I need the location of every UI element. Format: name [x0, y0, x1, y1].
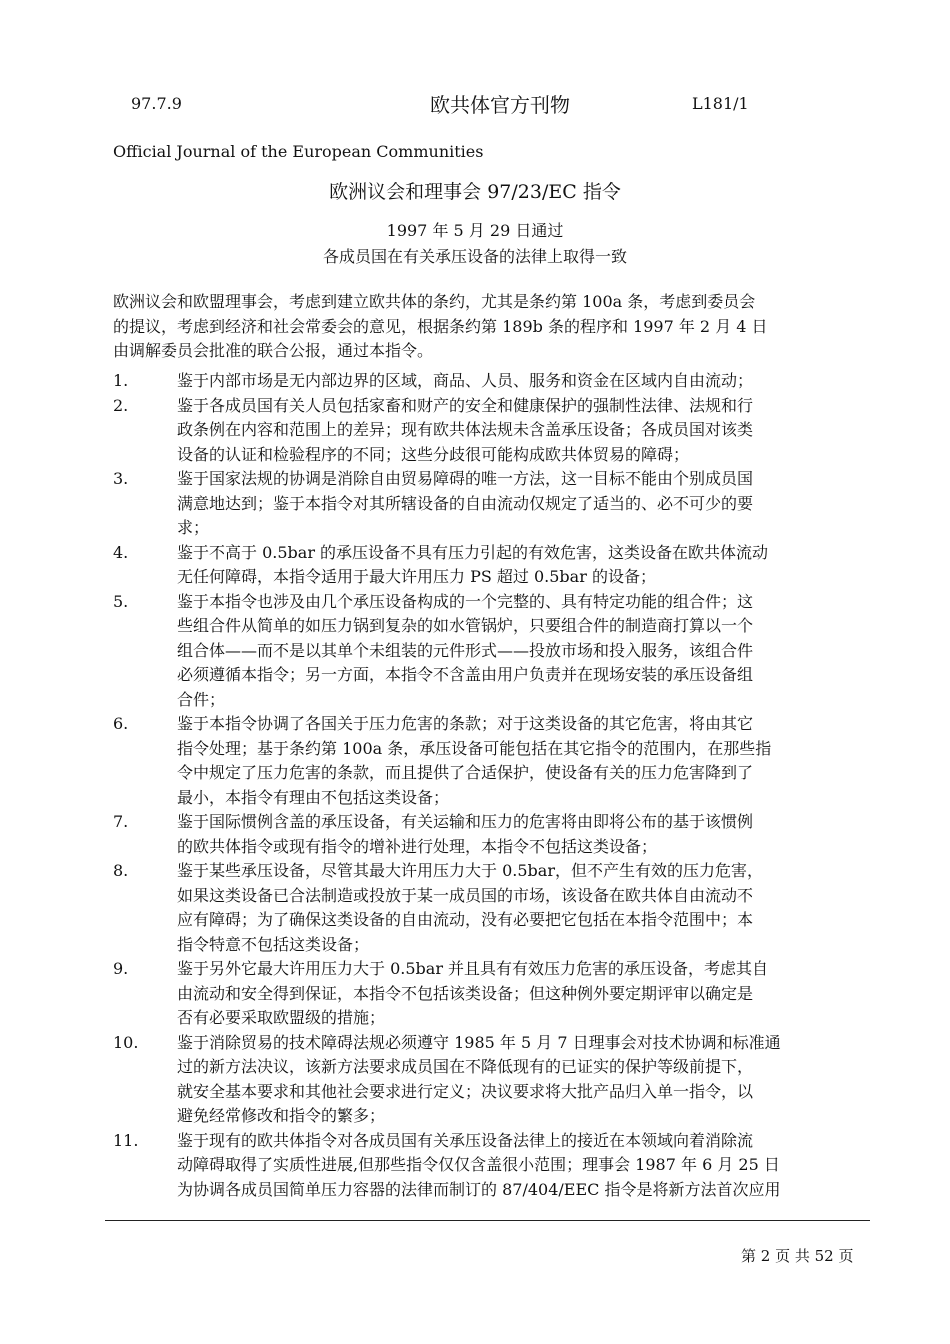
directive-title: 欧洲议会和理事会 97/23/EC 指令: [329, 181, 621, 203]
recital-text: [177, 467, 753, 541]
publication-title: 欧共体官方刊物: [430, 93, 570, 117]
recital-text: [177, 859, 763, 957]
recital-line: 令中规定了压力危害的条款，而且提供了合适保护，使设备有关的压力危害降到了: [177, 763, 754, 782]
recital-line: 过的新方法决议，该新方法要求成员国在不降低现有的已证实的保护等级前提下，: [177, 1057, 754, 1076]
footer-divider: [105, 1220, 870, 1221]
recital-text: [177, 712, 771, 810]
recital-line: 鉴于内部市场是无内部边界的区域，商品、人员、服务和资金在区域内自由流动；: [177, 371, 754, 390]
recital-item: [113, 1129, 873, 1203]
recital-line: 鉴于消除贸易的技术障碍法规必须遵守 1985 年 5 月 7 日理事会对技术协调和标准通: [177, 1032, 781, 1052]
recital-number: 3.: [113, 469, 129, 488]
recital-line: 鉴于国际惯例含盖的承压设备，有关运输和压力的危害将由即将公布的基于该惯例: [177, 812, 754, 831]
preamble-line: 欧洲议会和欧盟理事会，考虑到建立欧共体的条约，尤其是条约第 100a 条，考虑到委员会: [113, 292, 756, 311]
preamble-line: 的提议，考虑到经济和社会常委会的意见，根据条约第 189b 条的程序和 1997 年 2 月 4 日: [113, 316, 768, 336]
header-date: 97.7.9: [131, 94, 182, 113]
recital-line: 鉴于本指令也涉及由几个承压设备构成的一个完整的、具有特定功能的组合件；这: [177, 591, 754, 611]
recital-item: [113, 810, 873, 859]
issue-code: L181/1: [692, 94, 749, 113]
recital-number: 7.: [113, 812, 129, 831]
recital-line: 必须遵循本指令；另一方面，本指令不含盖由用户负责并在现场安装的承压设备组: [177, 665, 754, 684]
recital-text: [177, 394, 753, 468]
recital-text: [177, 810, 753, 859]
recital-number: 9.: [113, 959, 129, 978]
recital-item: [113, 957, 873, 1031]
preamble-intro: [113, 290, 873, 364]
recital-line: 否有必要采取欧盟级的措施；: [177, 1008, 386, 1027]
recital-text: [177, 1031, 781, 1129]
recital-text: [177, 541, 768, 590]
recital-line: 求；: [177, 518, 210, 537]
recital-line: 鉴于不高于 0.5bar 的承压设备不具有压力引起的有效危害，这类设备在欧共体流动: [177, 542, 769, 562]
journal-english-title: Official Journal of the European Communities: [113, 142, 484, 161]
recital-number: 5.: [113, 591, 129, 611]
recital-line: 合件；: [177, 689, 226, 709]
recital-line: 为协调各成员国简单压力容器的法律而制订的 87/404/EEC 指令是将新方法首次应用: [177, 1179, 781, 1199]
recital-line: 如果这类设备已合法制造或投放于某一成员国的市场，该设备在欧共体自由流动不: [177, 885, 754, 905]
recital-line: 满意地达到；鉴于本指令对其所辖设备的自由流动仅规定了适当的、必不可少的要: [177, 493, 754, 513]
recital-line: 鉴于本指令协调了各国关于压力危害的条款；对于这类设备的其它危害，将由其它: [177, 714, 754, 733]
recital-number: 11.: [113, 1130, 139, 1150]
recital-line: 鉴于另外它最大许用压力大于 0.5bar 并且具有有效压力危害的承压设备，考虑其自: [177, 959, 769, 978]
recital-line: 鉴于某些承压设备，尽管其最大许用压力大于 0.5bar，但不产生有效的压力危害，: [177, 861, 763, 880]
recital-item: [113, 369, 873, 394]
recital-item: [113, 859, 873, 957]
recital-line: 就安全基本要求和其他社会要求进行定义；决议要求将大批产品归入单一指令，以: [177, 1081, 754, 1101]
recital-number: 2.: [113, 395, 129, 415]
recital-line: 鉴于各成员国有关人员包括家畜和财产的安全和健康保护的强制性法律、法规和行: [177, 395, 754, 415]
recital-line: 的欧共体指令或现有指令的增补进行处理，本指令不包括这类设备；: [177, 836, 658, 856]
recital-number: 1.: [113, 371, 129, 390]
recital-line: 指令处理；基于条约第 100a 条，承压设备可能包括在其它指令的范围内，在那些指: [177, 738, 772, 758]
recital-line: 指令特意不包括这类设备；: [177, 934, 370, 954]
adoption-date: 1997 年 5 月 29 日通过: [386, 221, 564, 240]
recital-line: 动障碍取得了实质性进展,但那些指令仅仅含盖很小范围；理事会 1987 年 6 月 25 日: [177, 1155, 780, 1174]
recital-text: [177, 369, 753, 394]
recital-line: 鉴于现有的欧共体指令对各成员国有关承压设备法律上的接近在本领域向着消除流: [177, 1130, 754, 1150]
recital-text: [177, 1129, 780, 1203]
recital-item: [113, 467, 873, 541]
recital-number: 10.: [113, 1032, 139, 1052]
recital-number: 4.: [113, 542, 129, 562]
recital-item: [113, 712, 873, 810]
recital-item: [113, 1031, 873, 1129]
recital-line: 应有障碍；为了确保这类设备的自由流动，没有必要把它包括在本指令范围中；本: [177, 910, 754, 929]
recital-number: 8.: [113, 861, 129, 880]
recital-item: [113, 394, 873, 468]
recital-line: 避免经常修改和指令的繁多；: [177, 1106, 386, 1125]
recital-item: [113, 590, 873, 713]
recital-line: 政条例在内容和范围上的差异；现有欧共体法规未含盖承压设备；各成员国对该类: [177, 420, 754, 439]
recital-line: 组合体——而不是以其单个未组装的元件形式——投放市场和投入服务，该组合件: [177, 640, 754, 660]
recital-line: 无任何障碍，本指令适用于最大许用压力 PS 超过 0.5bar 的设备；: [177, 567, 656, 586]
recital-number: 6.: [113, 714, 129, 733]
recital-item: [113, 541, 873, 590]
directive-subtitle: 各成员国在有关承压设备的法律上取得一致: [322, 247, 627, 266]
preamble-line: 由调解委员会批准的联合公报，通过本指令。: [113, 341, 434, 360]
recital-line: 设备的认证和检验程序的不同；这些分歧很可能构成欧共体贸易的障碍；: [177, 444, 690, 464]
recital-line: 最小，本指令有理由不包括这类设备；: [177, 787, 450, 807]
recital-line: 些组合件从简单的如压力锅到复杂的如水管锅炉，只要组合件的制造商打算以一个: [177, 616, 754, 635]
recital-text: [177, 590, 753, 713]
recital-text: [177, 957, 768, 1031]
recital-line: 鉴于国家法规的协调是消除自由贸易障碍的唯一方法，这一目标不能由个别成员国: [177, 469, 754, 488]
page-number: 第 2 页 共 52 页: [741, 1247, 854, 1265]
recital-line: 由流动和安全得到保证，本指令不包括该类设备；但这种例外要定期评审以确定是: [177, 983, 754, 1003]
